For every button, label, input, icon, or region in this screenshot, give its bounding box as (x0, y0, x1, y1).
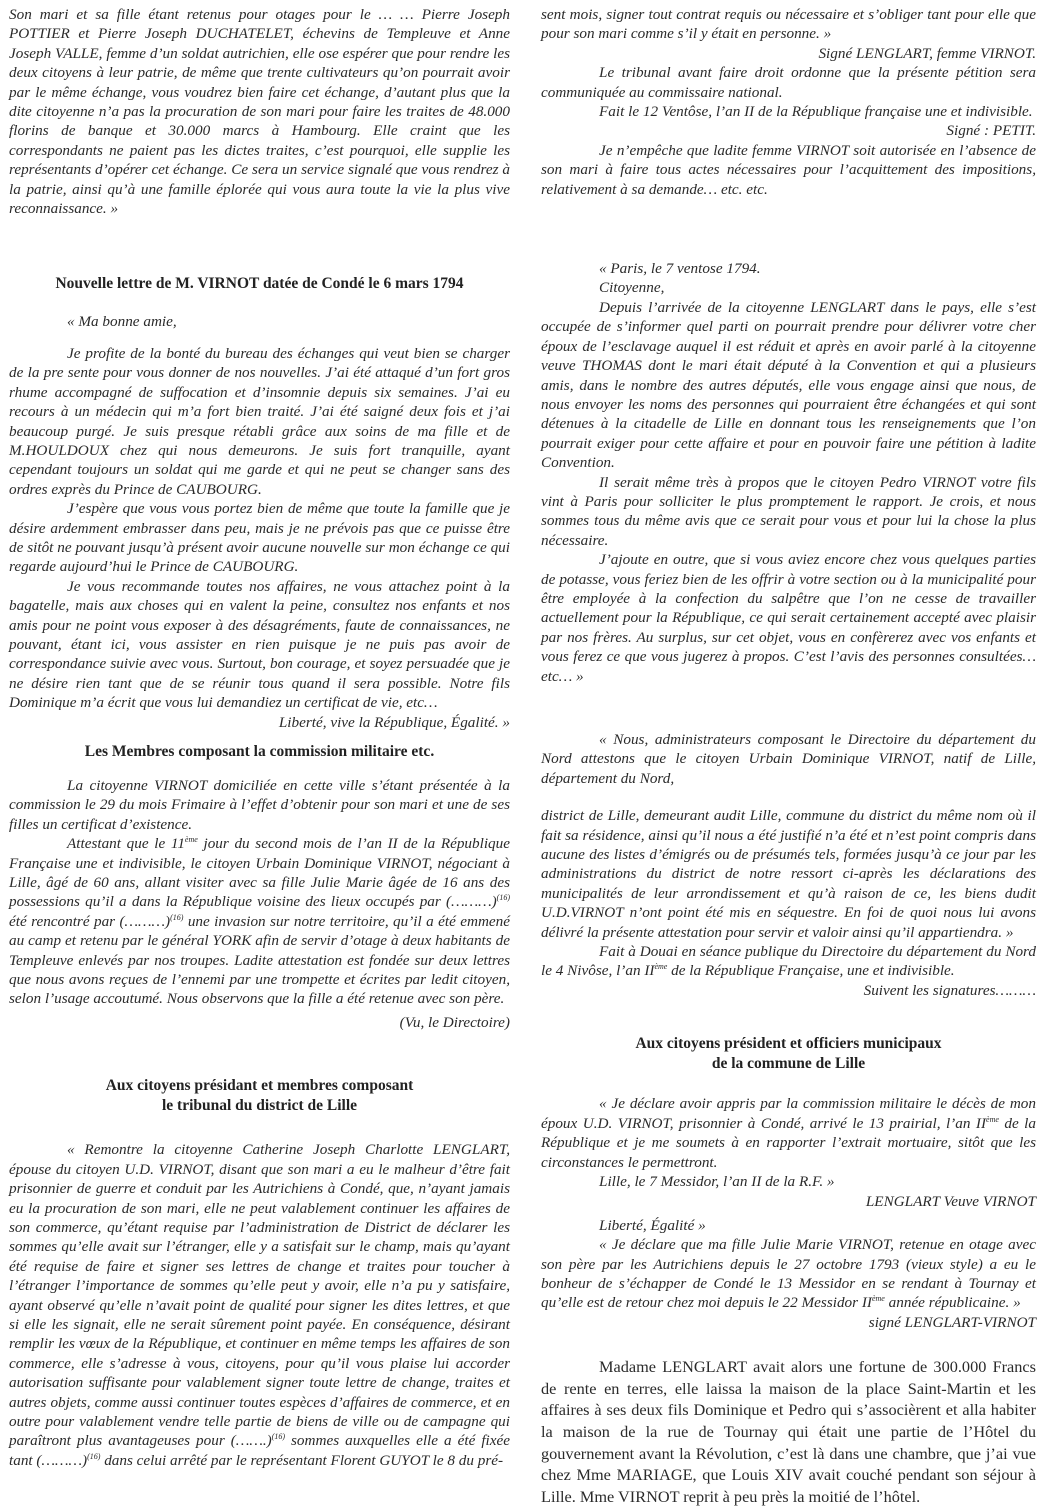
tribunal-petition (9, 1140, 510, 1470)
superscript: ème (871, 1294, 885, 1304)
narrative-text (541, 1356, 1036, 1507)
paragraph: Le tribunal avant faire droit ordonne que la présente pétition sera communiquée au commissaire national. (541, 64, 1036, 101)
heading-nouvelle-lettre: Nouvelle lettre de M. VIRNOT datée de Condé le 6 mars 1794 (55, 275, 464, 293)
text: de la République Française, une et indivisible. (667, 962, 955, 980)
paragraph (541, 1235, 1036, 1313)
text: dans celui arrêté par le représentant Florent GUYOT le 8 du pré- (100, 1451, 504, 1469)
salutation: « Ma bonne amie, (67, 313, 177, 331)
heading-line: Aux citoyens présidant et membres composant (105, 1077, 414, 1095)
municipal-declarations (541, 1094, 1036, 1332)
paragraph: Je vous recommande toutes nos affaires, ne vous attachez point à la bagatelle, mais aux choses qui en valent la peine, consultez nos enfants et nos amis pour ne point vous exposer à des désagréments, faute de connaissances, ne pouvant, étant ici, vous assister en rien puisque je ne puis pas avoir de correspondance suivie avec vous. Surtout, bon courage, et soyez persuadée que je ne désire rien tant que de se réunir tous quand il sera possible. Notre fils Dominique m’a écrit que vous lui demandiez un certificat de vie, etc… (9, 577, 510, 712)
attestation-directoire-head (541, 730, 1036, 788)
right-column (541, 5, 1036, 1507)
paragraph: J’ajoute en outre, que si vous aviez encore chez vous quelques parties de potasse, vous feriez bien de les offrir à votre section ou à la municipalité pour être employée à la confection du salpêtre que l’on ne cesse de travailler actuellement pour la République, ce qui serait certainement accepté avec plaisir par nos frères. Au surplus, sur cet objet, vous en confèrerez avec vos enfants et vous ferez ce que vous jugerez à propos. C’est l’avis des personnes consultées… etc… » (541, 551, 1036, 685)
text: de la République et je me soumets à en rapporter l’extrait mortuaire, sitôt que les circonstances le permettront. (541, 1114, 1036, 1171)
paragraph: Madame LENGLART avait alors une fortune de 300.000 Francs de rente en terres, elle laissa la maison de la place Saint-Martin et les affaires à ses deux fils Dominique et Pedro qui s’associèrent et alla habiter la maison de la rue de Tournay qui était une partie de l’Hôtel du gouvernement avant la Révolution, c’est là dans une chambre, que j’ai vue chez Mme MARIAGE, que Louis XIV avait couché pendant son séjour à Lille. Mme VIRNOT reprit à peu près la moitié de l’hôtel. (541, 1357, 1036, 1506)
closing: (Vu, le Directoire) (399, 1013, 510, 1031)
text: sommes auxquelles elle a été fixée tant (………) (9, 1432, 510, 1469)
signature: Signé LENGLART, femme VIRNOT. (818, 44, 1036, 62)
paragraph: J’espère que vous vous portez bien de même que toute la famille que je désire ardemment embrasser dans peu, mais je ne prévois pas que ce puisse être de sitôt ne pouvant jusqu’à présent avoir aucune nouvelle sur mon échange ce qui regarde aujourd’hui le Prince de CAUBOURG. (9, 500, 510, 576)
heading-line: le tribunal du district de Lille (161, 1097, 358, 1115)
signature: LENGLART Veuve VIRNOT (865, 1193, 1036, 1211)
text: jour du second mois de l’an II de la République Française une et indivisible, le citoyen Urbain Dominique VIRNOT, négociant à Lille, âgé de 60 ans, allant visiter avec sa fille Julie Marie âgée de 16 ans des possessions qu’il a dans la République voisine des lieux occupés par (………) (9, 835, 510, 911)
letter-virnot (9, 312, 510, 732)
paragraph: Liberté, Égalité » (599, 1216, 706, 1234)
text: une invasion sur notre territoire, qu’il a été emmené au camp et retenu par le général YORK afin de servir d’otage à deux habitants de Templeuve enlevés par nos troupes. Ladite attestation est fondée sur deux lettres que nous avons reçues de l’ennemi par une trompette et écrites par ledit citoyen, selon l’usage accoutumé. Nous observons que la fille a été retenue avec son père. (9, 912, 510, 1008)
heading-line: de la commune de Lille (711, 1055, 866, 1073)
footnote-ref: (16) (496, 893, 510, 903)
text: été rencontré par (………) (9, 912, 171, 930)
text: Attestant que le 11 (67, 835, 185, 853)
heading-line: Aux citoyens président et officiers municipaux (635, 1035, 942, 1053)
heading-tribunal (9, 1076, 510, 1116)
right-top-text (541, 5, 1036, 199)
commission-text (9, 776, 510, 1032)
attestation-directoire (541, 806, 1036, 1000)
paragraph: sent mois, signer tout contrat requis ou nécessaire et s’obliger tant pour elle que pour son mari comme s’il y était en personne. » (541, 6, 1036, 43)
superscript: ème (654, 962, 668, 972)
superscript: ème (986, 1114, 999, 1124)
left-top-text (9, 5, 510, 218)
paragraph: Je profite de la bonté du bureau des échanges qui veut bien se charger de la pre sente pour vous donner de nos nouvelles. J’ai été attaqué d’un fort gros rhume accompagné de suffocation et d’insomnie depuis six semaines. J’ai eu recours à un médecin qui m’a fort bien traité. J’ai été saigné deux fois et j’ai beaucoup purgé. Je suis presque rétabli grâce aux soins de ma fille et de M.HOULDOUX chez qui nous demeurons. Je suis fort tranquille, ayant cependant toujours un soldat qui me garde et qui ne peut se changer sans des ordres exprès du Prince de CAUBOURG. (9, 344, 510, 498)
letter-date: « Paris, le 7 ventose 1794. (599, 260, 761, 278)
paragraph (541, 1094, 1036, 1172)
text: « Je déclare avoir appris par la commission militaire le décès de mon époux U.D. VIRNOT, prisonnier à Condé, arrivé le 13 prairial, l’an II (541, 1095, 1036, 1132)
superscript: ème (184, 835, 198, 845)
footnote-ref: (16) (170, 912, 184, 922)
heading-municipal (541, 1034, 1036, 1074)
text: année républicaine. » (884, 1294, 1021, 1312)
closing: Suivent les signatures……… (863, 981, 1036, 999)
signature: signé LENGLART-VIRNOT (868, 1313, 1036, 1331)
paragraph: Il serait même très à propos que le citoyen Pedro VIRNOT votre fils vint à Paris pour solliciter le plus promptement le rapport. Je crois, et nous sommes tous du même avis que ce serait pour vous et pour lui la chose la plus nécessaire. (541, 473, 1036, 549)
footnote-ref: (16) (271, 1432, 286, 1442)
left-column (9, 5, 510, 1470)
text: Fait à Douai en séance publique du Directoire du département du Nord le 4 Nivôse, l’an II (541, 943, 1036, 980)
paragraph: La citoyenne VIRNOT domiciliée en cette ville s’étant présentée à la commission le 29 du mois Frimaire à l’effet d’obtenir pour son mari et une de ses filles un certificat d’existence. (9, 777, 510, 833)
paragraph: Je n’empêche que ladite femme VIRNOT soit autorisée en l’absence de son mari à faire tous actes nécessaires pour l’acquittement des impositions, relativement à sa demande… etc. etc. (541, 141, 1036, 198)
paragraph: Son mari et sa fille étant retenus pour otages pour le … … Pierre Joseph POTTIER et Pierre Joseph DUCHATELET, échevins de Templeuve et Anne Joseph VALLE, femme d’un soldat autrichien, elle ose espérer que pour rendre les deux citoyens à leur patrie, de même que trente cultivateurs qu’on pourrait avoir par le même échange, vous voudrez bien faire cet échange, d’autant plus que la dite citoyenne n’a pas la procuration de son mari pour faire les traites de 48.000 florins de banque et 30.000 marcs à Hambourg. Elle craint que les correspondants ne paient pas les dictes traites, c’est pourquoi, elle supplie les représentants d’opérer cet échange. Ce sera un service signalé que vous rendrez à la patrie, ainsi qu’à une famille éplorée qui vous aura toute la vie la plus vive reconnaissance. » (9, 6, 510, 218)
text: « Je déclare que ma fille Julie Marie VIRNOT, retenue en otage avec son père par les Autrichiens depuis le 27 octobre 1793 (vieux style) a eu le bonheur de s’échapper de Condé le 13 Messidor en se rendant à Tournay et qu’elle est de retour chez moi depuis le 22 Messidor II (541, 1236, 1036, 1312)
paragraph: Lille, le 7 Messidor, l’an II de la R.F. » (599, 1172, 835, 1190)
paragraph: Fait le 12 Ventôse, l’an II de la République française une et indivisible. (599, 103, 1033, 121)
heading-commission-militaire: Les Membres composant la commission militaire etc. (84, 743, 435, 760)
footnote-ref: (16) (87, 1451, 101, 1461)
paragraph (9, 1140, 510, 1470)
text: « Remontre la citoyenne Catherine Joseph Charlotte LENGLART, épouse du citoyen U.D. VIRNOT, disant que son mari a eu le malheur d’être fait prisonnier de guerre et conduit par les Autrichiens à Condé, que, n’ayant jamais eu la procuration de son mari, elle ne peut valablement continuer les affaires de son commerce, qu’étant requise par l’administration de District de déclarer les sommes qu’elle avait sur l’étranger, elle y a satisfait sur le champ, mais qu’ayant été requise de faire et signer ses lettres de change et traites pour toucher à l’étranger l’importance de sommes qu’elle peut y avoir, elle n’a pu y satisfaire, ayant observé qu’elle n’avait point de qualité pour signer les dites lettres, et que si elle les signait, elle ne serait sûrement point payée. En conséquence, désirant remplir les vœux de la République, et continuer en même temps les affaires de son commerce, elle s’adresse à vous, citoyens, pour qu’il vous plaise lui accorder autorisation suffisante pour valablement signer toute lettre de change, traites et autres objets, comme aussi continuer toutes espèces d’affaires de commerce, et en outre pour valablement vendre telle partie de biens de ville ou de campagne qui paraîtront plus avantageuses pour (…….) (9, 1141, 510, 1450)
salutation: Citoyenne, (599, 279, 665, 297)
letter-closing: Liberté, vive la République, Égalité. » (278, 713, 510, 731)
letter-paris (541, 259, 1036, 686)
signature: Signé : PETIT. (946, 122, 1036, 140)
paragraph (541, 942, 1036, 981)
paragraph (9, 834, 510, 1009)
paragraph: « Nous, administrateurs composant le Directoire du département du Nord attestons que le citoyen Urbain Dominique VIRNOT, natif de Lille, département du Nord, (541, 731, 1036, 787)
paragraph: Depuis l’arrivée de la citoyenne LENGLART dans le pays, elle s’est occupée de s’informer quel parti on pourrait prendre pour délivrer votre cher époux de l’esclavage auquel il est réduit et après en avoir parlé à la citoyenne veuve THOMAS dont le mari était député à la Convention et qui a plusieurs amis, dans le nombre des autres députés, elle vous engage ainsi que nous, de nous envoyer les noms des personnes qui pourraient être échangées et qui sont détenues à la citadelle de Lille en donnant tous les renseignements que l’on pourrait exiger pour cette affaire et pour en pouvoir faire une pétition à ladite Convention. (541, 298, 1036, 472)
paragraph: district de Lille, demeurant audit Lille, commune du district du même nom où il fait sa résidence, ainsi qu’il nous a été justifié n’a été et n’est point compris dans aucune des listes d’émigrés ou de présumés tels, formées jusqu’à ce jour par les administrations du district de notre ressort ci-après les déclarations des municipalités de leur arrondissement et qu’à raison de ce, les biens dudit U.D.VIRNOT n’ont point été mis en séquestre. En foi de quoi nous lui avons délivré la présente attestation pour servir et valoir ainsi qu’il appartiendra. » (541, 807, 1036, 941)
